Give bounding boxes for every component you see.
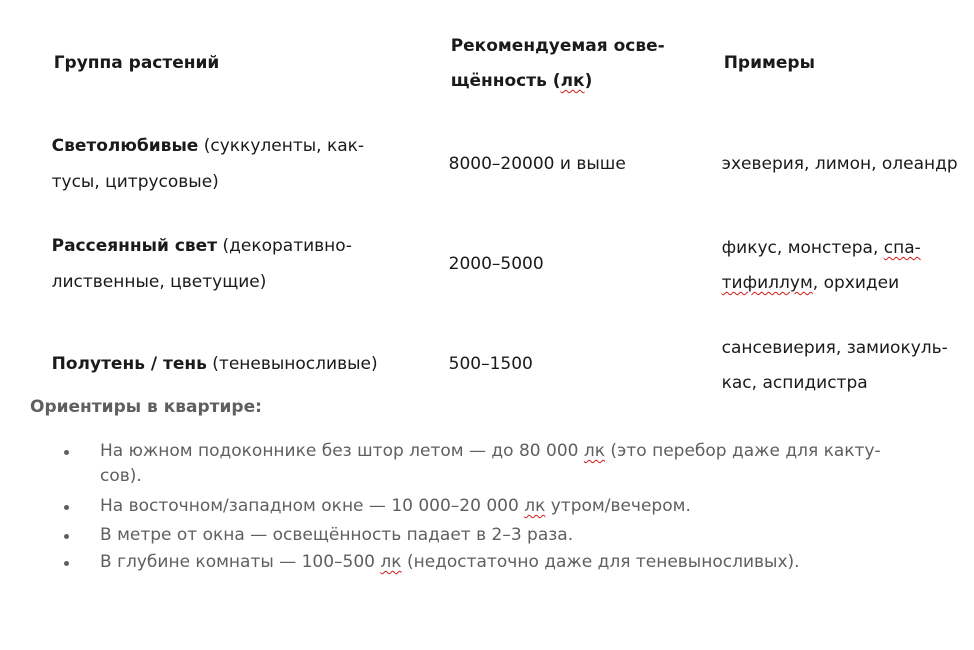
guide-item-2: [100, 494, 691, 519]
row2-examples-post: , орхидеи: [812, 273, 900, 293]
header-lux-line1: Рекомендуемая осве-: [450, 36, 665, 56]
row3-group-rest: (теневыносливые): [206, 354, 378, 374]
row2-examples-spell2: тифиллум: [721, 273, 813, 293]
bullet-icon: [64, 561, 69, 566]
row2-group-line2-text: лиственные, цветущие): [51, 272, 267, 292]
row2-lux: [427, 209, 544, 320]
row1-lux-value: 8000–20000 и выше: [448, 154, 626, 174]
guide-item-3: В метре от окна — освещённость падает в 2–3 раза.: [100, 525, 574, 545]
guide-item-1-unit: лк: [583, 441, 606, 461]
list-item: [0, 550, 800, 650]
header-examples-label: Примеры: [723, 53, 815, 73]
header-group-label: Группа растений: [53, 53, 220, 73]
row1-examples-text: эхеверия, лимон, олеандр: [721, 154, 958, 174]
guide-item-2-post: утром/вечером.: [545, 496, 691, 516]
guide-title: Ориентиры в квартире:: [30, 397, 262, 417]
row2-examples-spell1: спа-: [883, 238, 921, 258]
row2-examples-pre: фикус, монстера,: [721, 238, 884, 258]
row3-examples-line2: [700, 328, 868, 439]
row1-group-rest: (суккуленты, как-: [198, 136, 365, 156]
row3-lux-value: 500–1500: [448, 354, 533, 374]
guide-item-1-line1: [100, 439, 881, 464]
row3-lux: [427, 309, 533, 420]
row2-group-bold: Рассеянный свет: [51, 236, 218, 256]
guide-item-2-pre: На восточном/западном окне — 10 000–20 000: [100, 496, 525, 516]
row3-examples-line1-text: сансевиерия, замиокуль-: [721, 338, 948, 358]
header-examples: [700, 8, 815, 119]
row2-lux-value: 2000–5000: [448, 254, 544, 274]
guide-item-4-post: (недостаточно даже для теневыносливых).: [401, 552, 800, 572]
bullet-icon: [64, 534, 69, 539]
guide-item-4: [100, 550, 800, 575]
bullet-icon: [64, 450, 69, 455]
guide-item-4-pre: В глубине комнаты — 100–500: [100, 552, 381, 572]
row1-lux: [427, 109, 626, 220]
guide-item-2-unit: лк: [524, 496, 546, 516]
row1-group-bold: Светолюбивые: [51, 136, 199, 156]
guide-item-1-pre: На южном подоконнике без штор летом — до 80 000: [100, 441, 584, 461]
row3-group-bold: Полутень / тень: [51, 354, 207, 374]
row3-examples-line2-text: кас, аспидистра: [721, 373, 868, 393]
row1-group-line2-text: тусы, цитрусовые): [51, 172, 219, 192]
row2-group-rest: (декоративно-: [217, 236, 352, 256]
header-lux-line2-post: ): [584, 71, 593, 91]
guide-item-1-post: (это перебор даже для какту-: [605, 441, 881, 461]
guide-item-4-unit: лк: [380, 552, 402, 572]
bullet-icon: [64, 505, 69, 510]
header-lux-unit: лк: [560, 71, 585, 91]
header-lux-line2-pre: щённость (: [450, 71, 561, 91]
guide-item-1-line2: сов).: [100, 466, 142, 486]
